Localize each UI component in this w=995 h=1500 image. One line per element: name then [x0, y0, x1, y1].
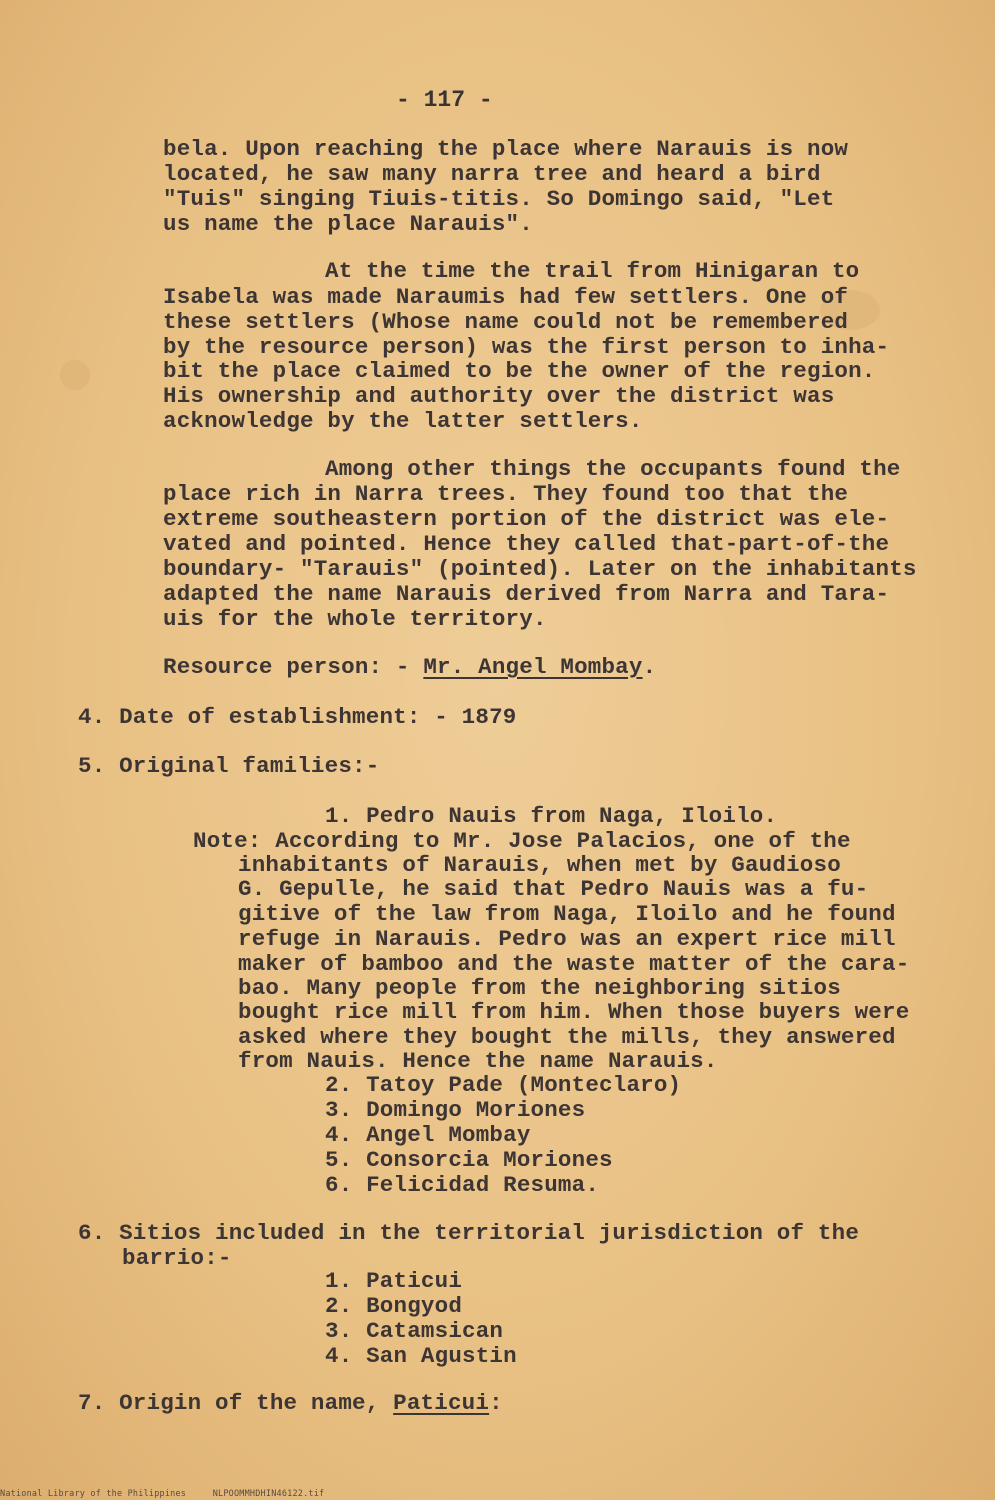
scan-footer: National Library of the Philippines NLPOOMMHDHIN46122.tif	[0, 1489, 325, 1499]
note-line: gitive of the law from Naga, Iloilo and he found	[238, 901, 896, 927]
note-line: G. Gepulle, he said that Pedro Nauis was a fu-	[238, 876, 869, 902]
para1-line: us name the place Narauis".	[163, 211, 533, 237]
origin-name: Paticui	[393, 1390, 490, 1416]
sitio-item: 3. Catamsican	[325, 1318, 504, 1344]
note-line: inhabitants of Narauis, when met by Gaudioso	[238, 852, 841, 878]
resource-label: Resource person: -	[163, 654, 424, 680]
note-line: from Nauis. Hence the name Narauis.	[238, 1048, 718, 1074]
origin-paticui	[78, 1391, 503, 1416]
para3-line: uis for the whole territory.	[163, 606, 547, 632]
family-item: 5. Consorcia Moriones	[325, 1147, 613, 1173]
family-item: 1. Pedro Nauis from Naga, Iloilo.	[325, 803, 778, 829]
note-line: refuge in Narauis. Pedro was an expert rice mill	[238, 926, 896, 952]
note-line: maker of bamboo and the waste matter of the cara-	[238, 951, 910, 977]
family-item: 6. Felicidad Resuma.	[325, 1172, 600, 1198]
para3-line: adapted the name Narauis derived from Narra and Tara-	[163, 581, 890, 607]
para2-line: bit the place claimed to be the owner of the region.	[163, 358, 876, 384]
note-line: asked where they bought the mills, they answered	[238, 1024, 896, 1050]
date-of-establishment: 4. Date of establishment: - 1879	[78, 704, 517, 730]
sitio-item: 2. Bongyod	[325, 1293, 463, 1319]
para2-line: Isabela was made Naraumis had few settlers. One of	[163, 284, 849, 310]
para3-line: Among other things the occupants found the	[325, 456, 901, 482]
para2-line: At the time the trail from Hinigaran to	[325, 258, 860, 284]
family-item: 4. Angel Mombay	[325, 1122, 531, 1148]
note-line: bao. Many people from the neighboring sitios	[238, 975, 841, 1001]
origin-label: 7. Origin of the name,	[78, 1390, 394, 1416]
origin-end: :	[489, 1390, 503, 1416]
para1-line: "Tuis" singing Tiuis-titis. So Domingo said, "Let	[163, 186, 835, 212]
para3-line: vated and pointed. Hence they called that-part-of-the	[163, 531, 890, 557]
resource-person	[163, 655, 656, 680]
family-item: 3. Domingo Moriones	[325, 1097, 586, 1123]
note-line: bought rice mill from him. When those buyers were	[238, 999, 910, 1025]
note-line: Note: According to Mr. Jose Palacios, one of the	[193, 828, 851, 854]
para3-line: place rich in Narra trees. They found too that the	[163, 481, 849, 507]
para2-line: by the resource person) was the first person to inha-	[163, 334, 890, 360]
sitios-heading-cont: barrio:-	[122, 1245, 232, 1271]
resource-name: Mr. Angel Mombay	[423, 654, 643, 680]
para1-line: located, he saw many narra tree and heard a bird	[163, 161, 821, 187]
para3-line: boundary- "Tarauis" (pointed). Later on the inhabitants	[163, 556, 917, 582]
sitio-item: 4. San Agustin	[325, 1343, 517, 1369]
family-item: 2. Tatoy Pade (Monteclaro)	[325, 1072, 682, 1098]
resource-end: .	[642, 654, 657, 680]
original-families-heading: 5. Original families:-	[78, 753, 380, 779]
para2-line: acknowledge by the latter settlers.	[163, 408, 643, 434]
sitios-heading: 6. Sitios included in the territorial jurisdiction of the	[78, 1220, 860, 1246]
para3-line: extreme southeastern portion of the district was ele-	[163, 506, 890, 532]
paper-stain	[60, 360, 90, 390]
para2-line: these settlers (Whose name could not be remembered	[163, 309, 849, 335]
sitio-item: 1. Paticui	[325, 1268, 463, 1294]
para2-line: His ownership and authority over the district was	[163, 383, 835, 409]
para1-line: bela. Upon reaching the place where Narauis is now	[163, 136, 849, 162]
page-number: - 117 -	[396, 87, 493, 113]
